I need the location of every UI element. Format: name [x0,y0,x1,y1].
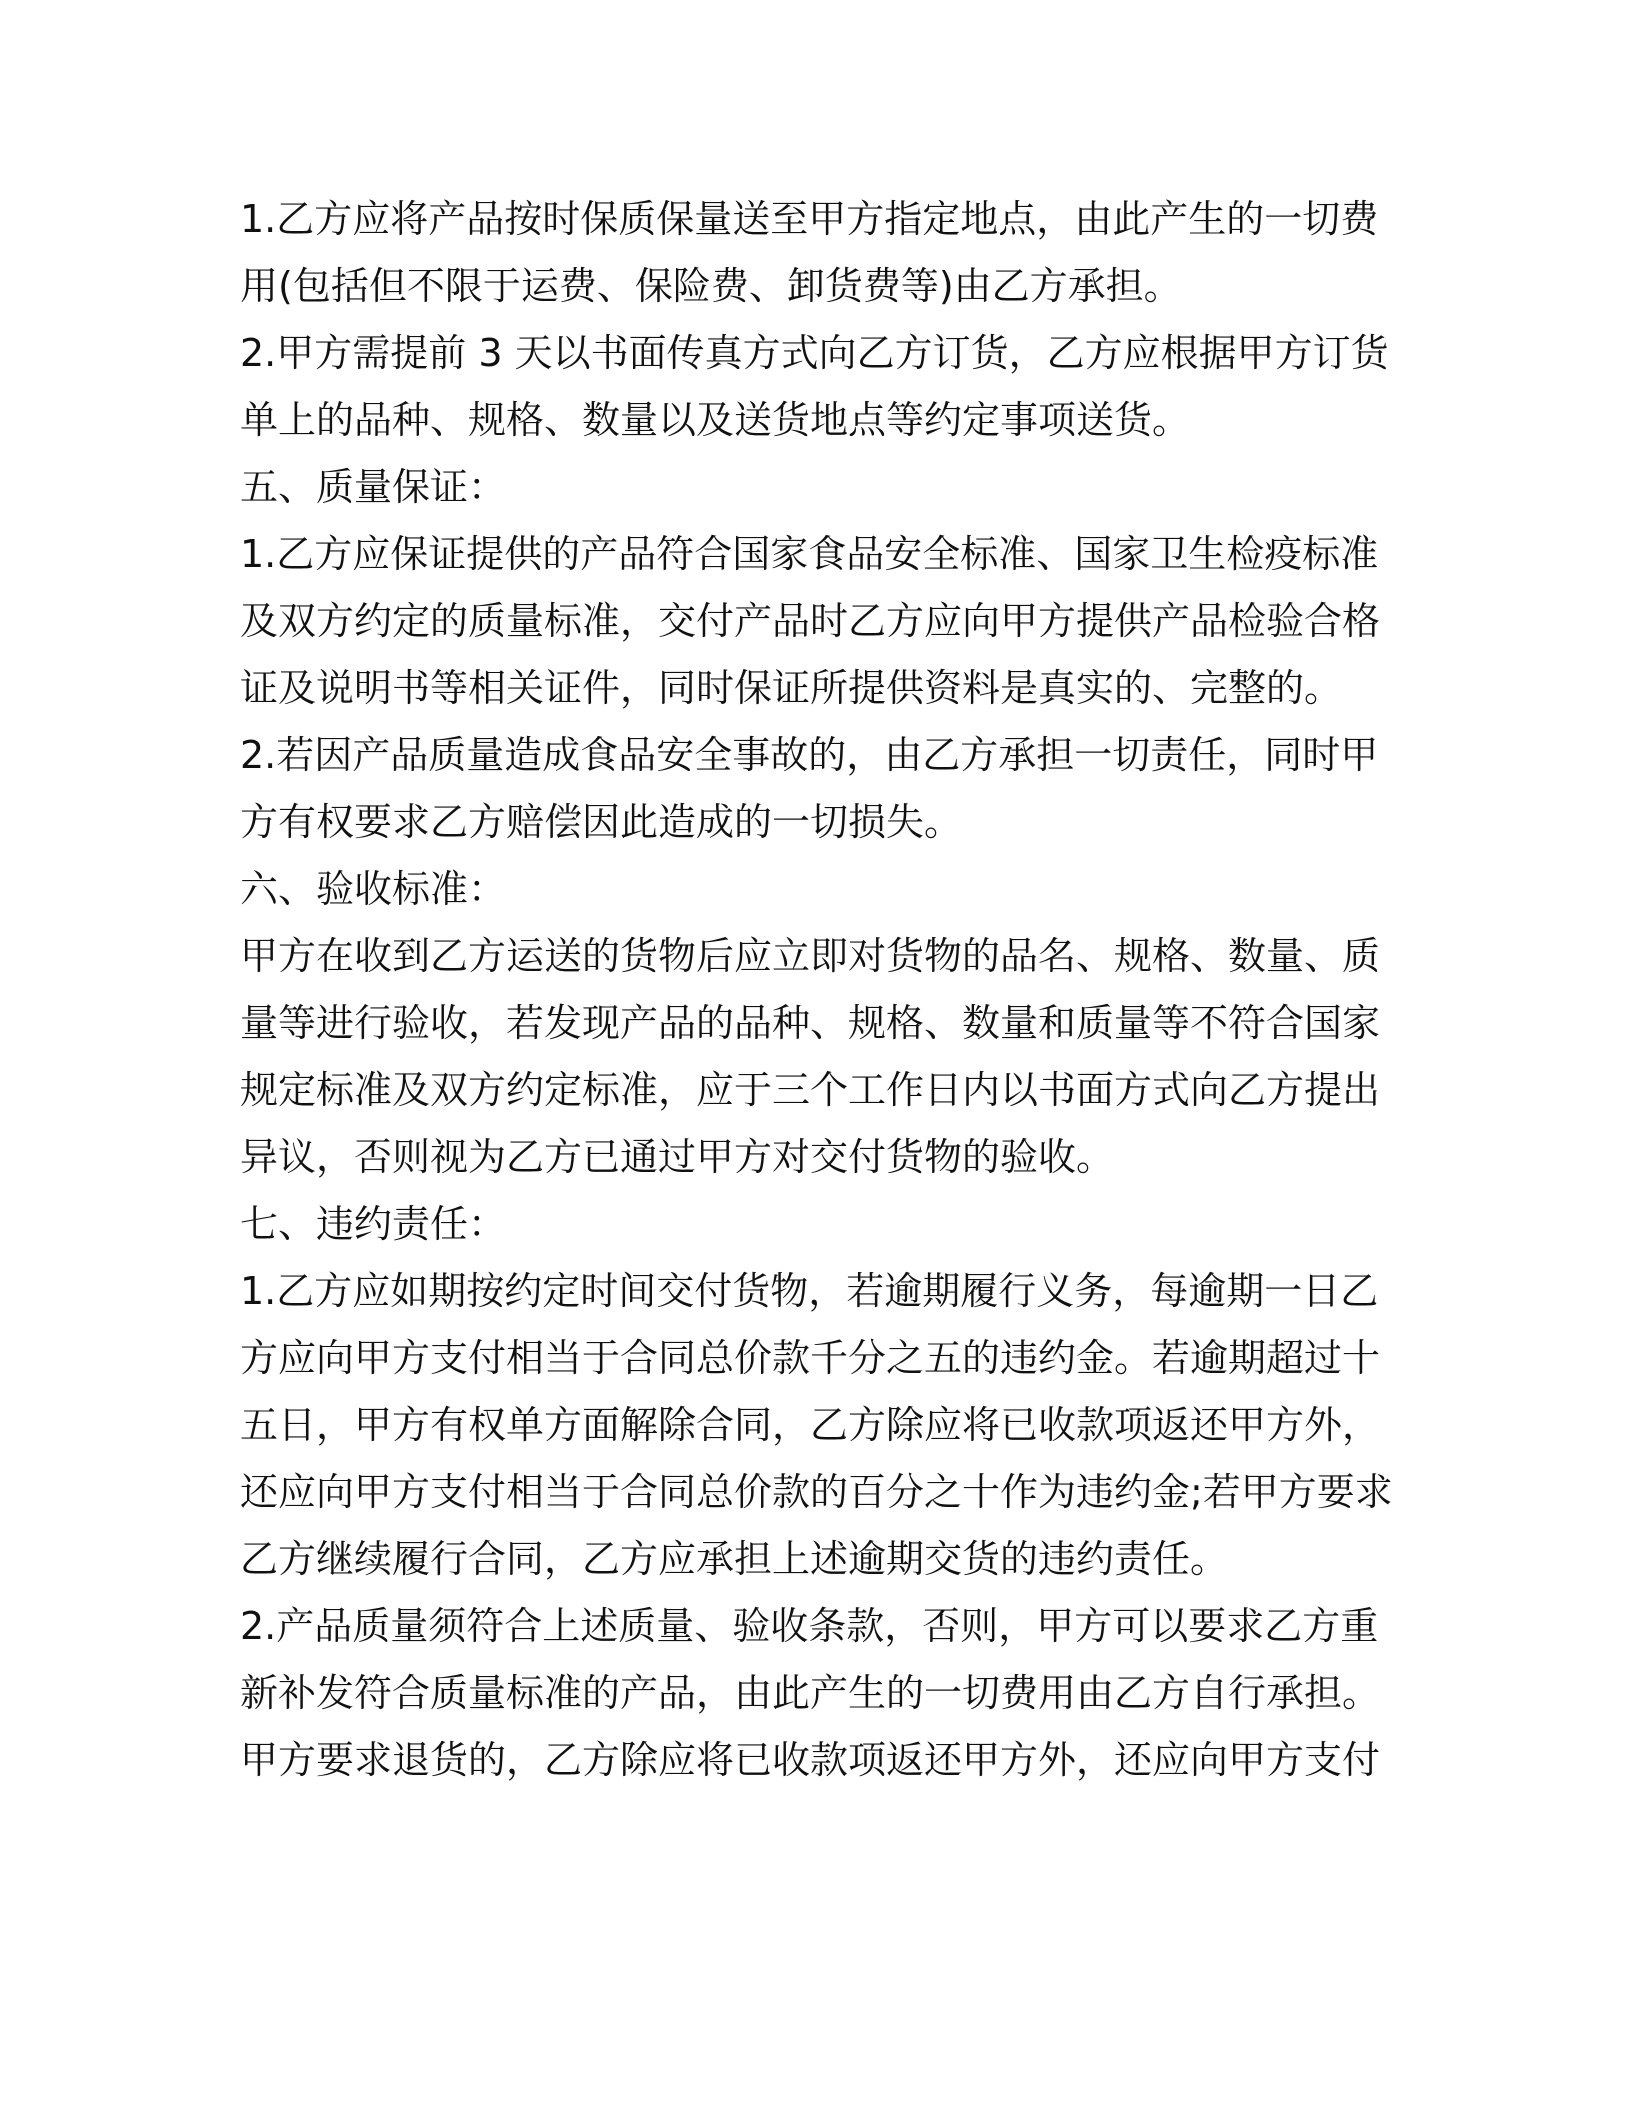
section-heading: 五、质量保证： [240,465,507,509]
text-line: 1.乙方应保证提供的产品符合国家食品安全标准、国家卫生检疫标准 [240,532,1379,576]
text-line: 甲方要求退货的，乙方除应将已收款项返还甲方外，还应向甲方支付 [240,1738,1381,1782]
text-line: 异议，否则视为乙方已通过甲方对交付货物的验收。 [240,1135,1115,1179]
text-line: 甲方在收到乙方运送的货物后应立即对货物的品名、规格、数量、质 [240,934,1381,978]
section-heading: 七、违约责任： [240,1202,507,1246]
text-line: 1.乙方应将产品按时保质保量送至甲方指定地点，由此产生的一切费 [240,197,1379,241]
text-line: 2.甲方需提前 3 天以书面传真方式向乙方订货，乙方应根据甲方订货 [240,331,1389,375]
text-line: 新补发符合质量标准的产品，由此产生的一切费用由乙方自行承担。 [240,1671,1381,1715]
text-line: 方有权要求乙方赔偿因此造成的一切损失。 [240,800,963,844]
text-line: 乙方继续履行合同，乙方应承担上述逾期交货的违约责任。 [240,1537,1229,1581]
text-line: 量等进行验收，若发现产品的品种、规格、数量和质量等不符合国家 [240,1001,1381,1045]
text-line: 规定标准及双方约定标准，应于三个工作日内以书面方式向乙方提出 [240,1068,1381,1112]
text-line: 2.产品质量须符合上述质量、验收条款，否则，甲方可以要求乙方重 [240,1604,1379,1648]
text-line: 方应向甲方支付相当于合同总价款千分之五的违约金。若逾期超过十 [240,1336,1381,1380]
text-line: 及双方约定的质量标准，交付产品时乙方应向甲方提供产品检验合格 [240,599,1381,643]
document-body [240,186,1392,1794]
text-line: 还应向甲方支付相当于合同总价款的百分之十作为违约金;若甲方要求 [240,1470,1393,1514]
text-line: 用(包括但不限于运费、保险费、卸货费等)由乙方承担。 [240,264,1182,308]
text-line: 单上的品种、规格、数量以及送货地点等约定事项送货。 [240,398,1191,442]
text-line: 1.乙方应如期按约定时间交付货物，若逾期履行义务，每逾期一日乙 [240,1269,1379,1313]
text-line: 五日，甲方有权单方面解除合同，乙方除应将已收款项返还甲方外， [240,1403,1381,1447]
text-line: 证及说明书等相关证件，同时保证所提供资料是真实的、完整的。 [240,666,1343,710]
text-line: 2.若因产品质量造成食品安全事故的，由乙方承担一切责任，同时甲 [240,733,1379,777]
section-heading: 六、验收标准： [240,867,507,911]
